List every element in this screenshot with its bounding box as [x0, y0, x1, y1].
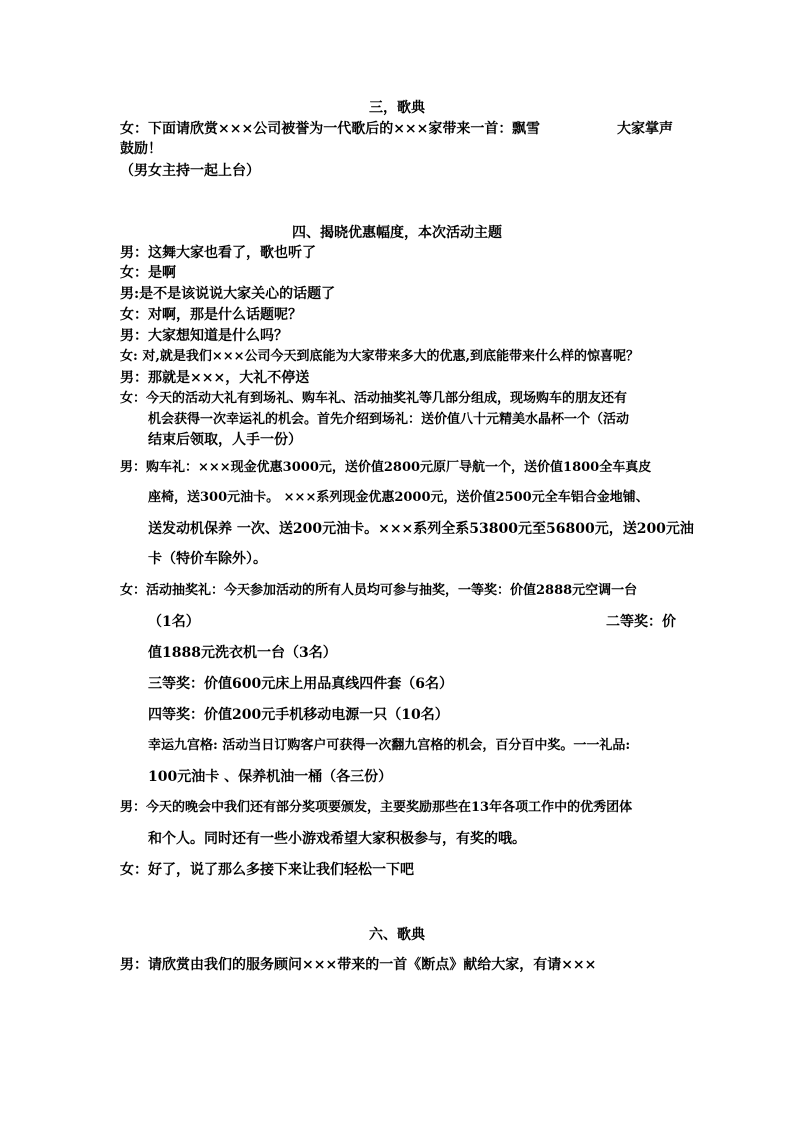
dialogue-line: 结束后领取，人手一份） — [148, 432, 302, 448]
dialogue-line: 座椅，送300元油卡。 ×××系列现金优惠2000元，送价值2500元全车铝合金地铺、 — [148, 490, 649, 505]
stage-direction: （男女主持一起上台） — [120, 163, 260, 179]
dialogue-line: 三等奖：价值600元床上用品真线四件套（6名） — [148, 676, 453, 692]
dialogue-line: 女：活动抽奖礼：今天参加活动的所有人员均可参与抽奖，一等奖：价值2888元空调一台 — [120, 583, 638, 598]
prize-count-first: （1名） — [148, 614, 200, 630]
applause-text: 大家掌声 — [617, 121, 673, 137]
section-heading-3: 三，歌典 — [369, 100, 425, 116]
dialogue-line: 女：好了，说了那么多接下来让我们轻松一下吧 — [120, 862, 414, 878]
dialogue-line: 男：大家想知道是什么吗？ — [120, 328, 288, 344]
dialogue-line: 送发动机保养 一次、送200元油卡。×××系列全系53800元至56800元，送200元油 — [148, 521, 694, 537]
line-encourage: 鼓励！ — [120, 141, 162, 157]
dialogue-line: 机会获得一次幸运礼的机会。首先介绍到场礼：送价值八十元精美水晶杯一个（活动 — [148, 412, 630, 427]
dialogue-line: 女: 对,就是我们×××公司今天到底能为大家带来多大的优惠,到底能带来什么样的惊喜呢？ — [120, 349, 640, 364]
dialogue-line: 女：是啊 — [120, 265, 176, 281]
dialogue-line: 男：请欣赏由我们的服务顾问×××带来的一首《断点》献给大家，有请××× — [120, 957, 597, 973]
section-heading-4: 四、揭晓优惠幅度，本次活动主题 — [292, 225, 502, 241]
section-heading-6: 六、歌典 — [369, 927, 425, 943]
second-prize-start: 二等奖：价 — [606, 614, 676, 630]
song-title: 飘雪 — [512, 121, 540, 137]
dialogue-line: 四等奖：价值200元手机移动电源一只（10名） — [148, 707, 449, 723]
dialogue-line: 男：今天的晚会中我们还有部分奖项要颁发，主要奖励那些在13年各项工作中的优秀团体 — [120, 800, 633, 815]
dialogue-line: 男：购车礼：×××现金优惠3000元，送价值2800元原厂导航一个，送价值1800全车真皮 — [120, 460, 652, 475]
dialogue-line: 和个人。同时还有一些小游戏希望大家积极参与，有奖的哦。 — [148, 831, 526, 847]
dialogue-line: 男：那就是×××，大礼不停送 — [120, 370, 310, 386]
dialogue-line: 男:是不是该说说大家关心的话题了 — [120, 286, 336, 302]
dialogue-line: 幸运九宫格: 活动当日订购客户可获得一次翻九宫格的机会，百分百中奖。一一礼品: — [148, 738, 631, 753]
dialogue-line: 卡（特价车除外）。 — [148, 551, 267, 567]
justified-line — [148, 612, 676, 632]
dialogue-line: 男：这舞大家也看了，歌也听了 — [120, 245, 316, 261]
dialogue-line: 值1888元洗衣机一台（3名） — [148, 645, 337, 661]
dialogue-line: 女：今天的活动大礼有到场礼、购车礼、活动抽奖礼等几部分组成，现场购车的朋友还有 — [120, 391, 628, 406]
dialogue-line: 100元油卡 、保养机油一桶（各三份） — [148, 769, 393, 785]
line-female-song-intro: 女：下面请欣赏×××公司被誉为一代歌后的×××家带来一首： — [120, 121, 513, 137]
dialogue-line: 女：对啊，那是什么话题呢？ — [120, 307, 302, 323]
